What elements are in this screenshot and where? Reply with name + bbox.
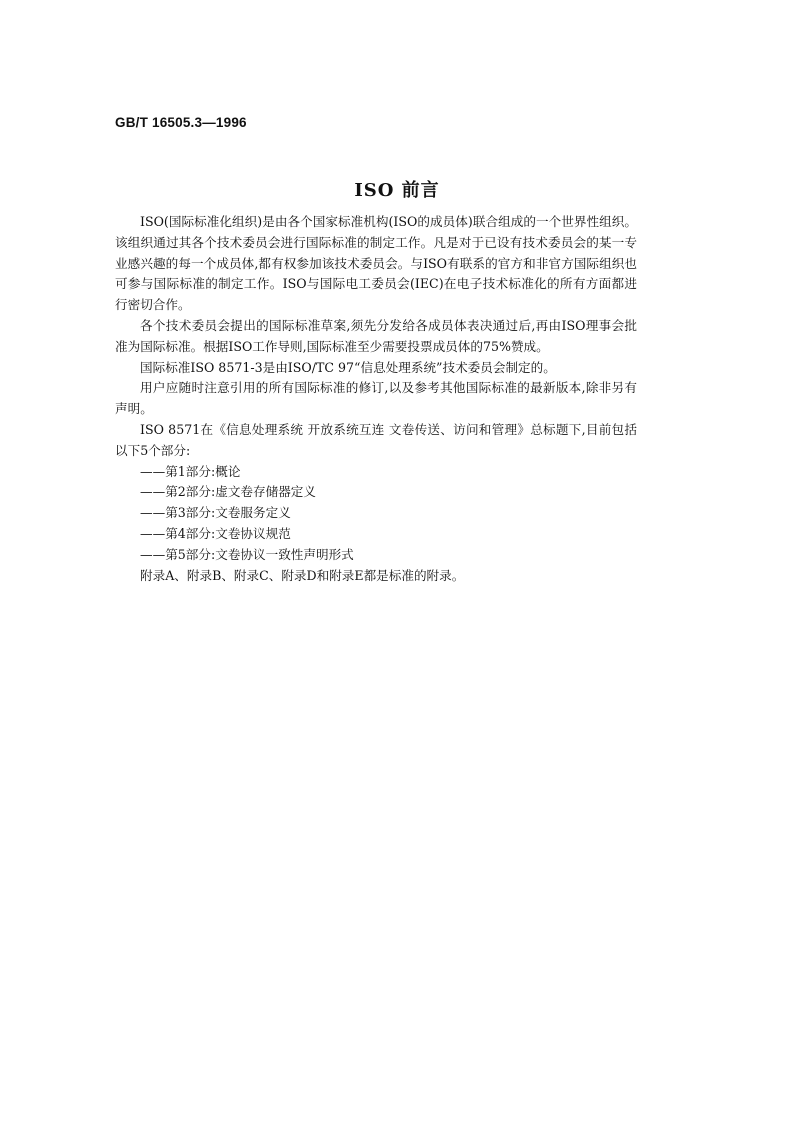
part-list-item: ——第5部分:文卷协议一致性声明形式 xyxy=(140,546,354,562)
paragraph-parts-intro: ISO 8571在《信息处理系统 开放系统互连 文卷传送、访问和管理》总标题下,目前包括以下5个部分: xyxy=(115,421,637,458)
page-title: ISO 前言 xyxy=(354,180,440,201)
part-list-item: ——第2部分:虚文卷存储器定义 xyxy=(140,484,316,500)
standard-code: GB/T 16505.3—1996 xyxy=(115,115,247,130)
paragraph-prepared-by: 国际标准ISO 8571-3是由ISO/TC 97“信息处理系统”技术委员会制定的。 xyxy=(140,359,556,375)
body-text xyxy=(115,212,637,586)
paragraph-annexes: 附录A、附录B、附录C、附录D和附录E都是标准的附录。 xyxy=(140,567,465,583)
paragraph-iso-intro: ISO(国际标准化组织)是由各个国家标准机构(ISO的成员体)联合组成的一个世界性组织。该组织通过其各个技术委员会进行国际标准的制定工作。凡是对于已设有技术委员会的某一专业感兴趣的每一个成员体,都有权参加该技术委员会。与ISO有联系的官方和非官方国际组织也可参与国际标准的制定工作。ISO与国际电工委员会(IEC)在电子技术标准化的所有方面都进行密切合作。 xyxy=(115,214,637,313)
part-list-item: ——第3部分:文卷服务定义 xyxy=(140,505,291,521)
part-list-item: ——第1部分:概论 xyxy=(140,463,241,479)
paragraph-revision-notice: 用户应随时注意引用的所有国际标准的修订,以及参考其他国际标准的最新版本,除非另有声明。 xyxy=(115,380,637,417)
part-list-item: ——第4部分:文卷协议规范 xyxy=(140,525,291,541)
paragraph-approval: 各个技术委员会提出的国际标准草案,须先分发给各成员体表决通过后,再由ISO理事会批准为国际标准。根据ISO工作导则,国际标准至少需要投票成员体的75%赞成。 xyxy=(115,317,637,354)
